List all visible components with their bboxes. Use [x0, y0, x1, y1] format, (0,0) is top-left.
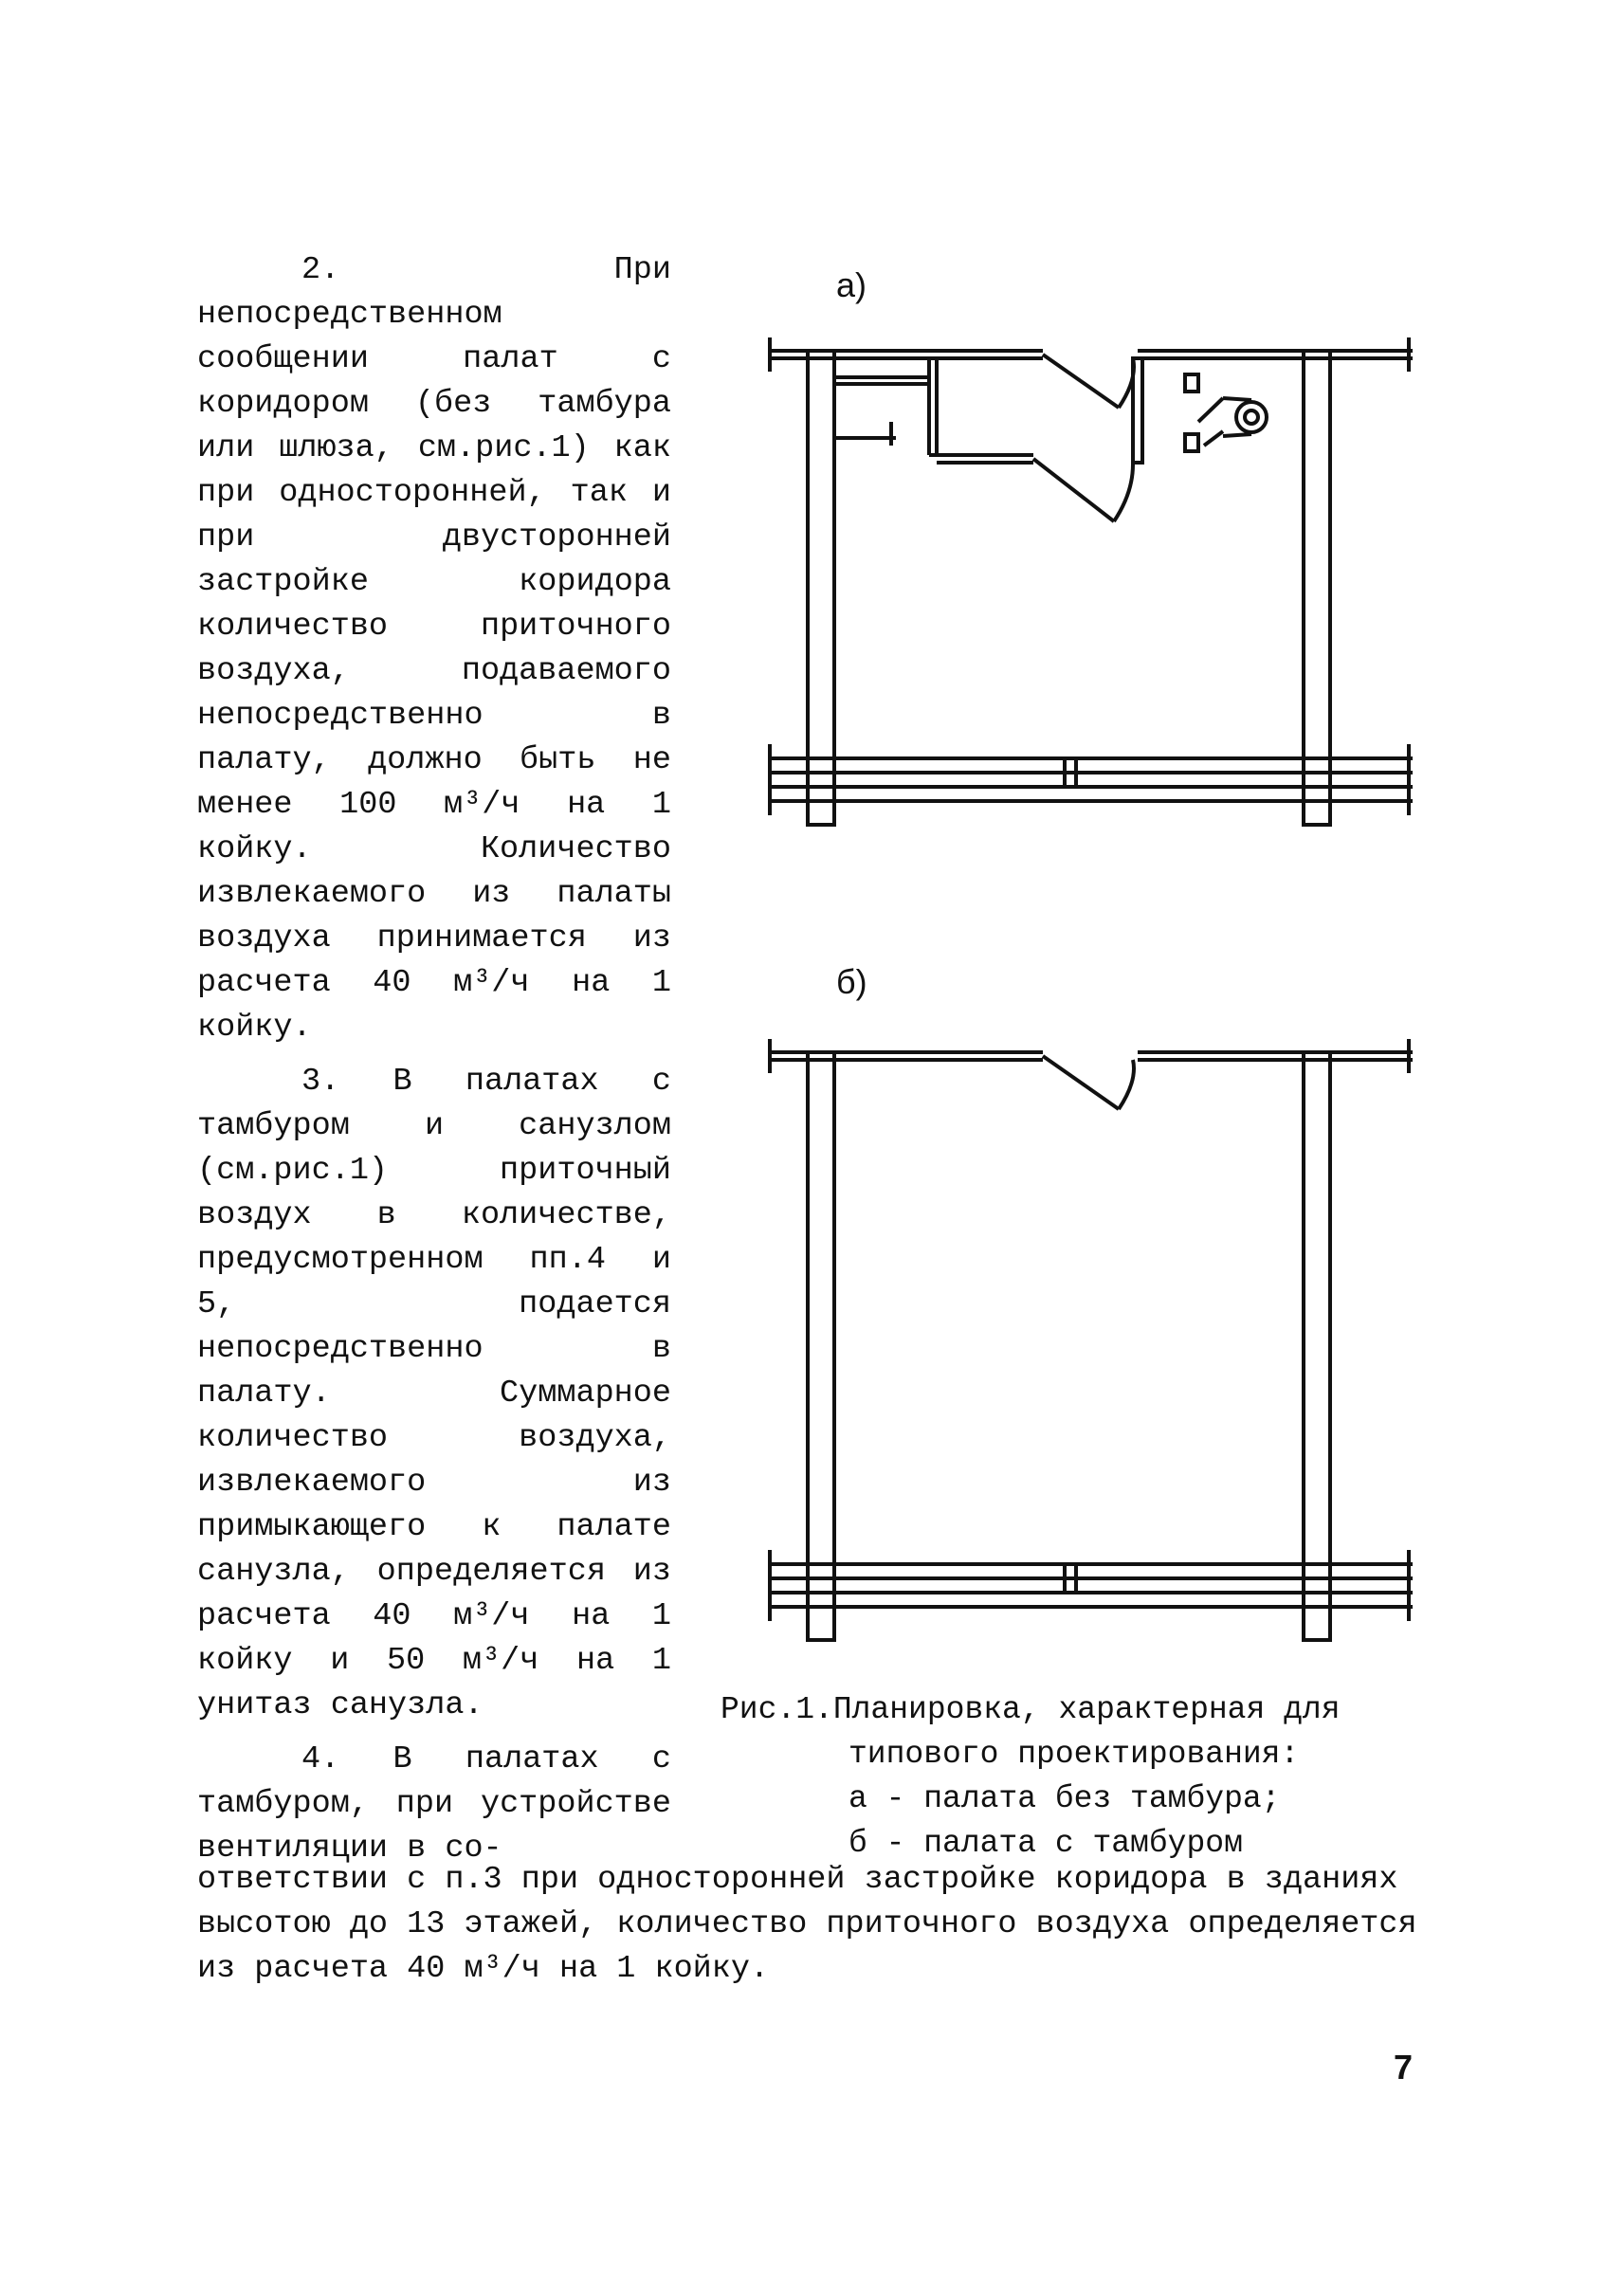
caption-line-1: Рис.1.Планировка, характерная для: [721, 1692, 1341, 1727]
paragraph-3: 3. В палатах с тамбуром и санузлом (см.рис.1) приточный воздух в количестве, предусмотренном пп.4 и 5, подается непосредственно в палату. Суммарное количество воздуха, извлекаемого из примыкающего к палате санузла, определяется из расчета 40 м³/ч на 1 койку и 50 м³/ч на 1 унитаз санузла.: [197, 1064, 671, 1723]
plan-a: [768, 337, 1413, 825]
caption-line-3: а - палата без тамбура;: [848, 1781, 1281, 1816]
page-number: 7: [1394, 2048, 1414, 2086]
paragraph-4-start: 4. В палатах с тамбуром, при устройстве вентиляции в со-: [197, 1741, 671, 1867]
plan-a-label: а): [836, 265, 867, 304]
paragraph-4-continuation: ответствии с п.3 при односторонней застройке коридора в зданиях высотою до 13 этажей, количество приточного воздуха определяется из расчета 40 м³/ч на 1 койку.: [197, 1862, 1417, 1987]
text-column: [197, 248, 671, 1881]
caption-line-2: типового проектирования:: [848, 1737, 1300, 1772]
plan-b: [768, 1039, 1413, 1640]
caption-line-4: б - палата с тамбуром: [848, 1826, 1243, 1861]
floor-plan-figure: [749, 256, 1432, 1659]
floor-plan-drawing: [749, 256, 1432, 1659]
paragraph-2: 2. При непосредственном сообщении палат с коридором (без тамбура или шлюза, см.рис.1) как при односторонней, так и при двусторонней застройке коридора количество приточного воздуха, подаваемого непосредственно в палату, должно быть не менее 100 м³/ч на 1 койку. Количество извлекаемого из палаты воздуха принимается из расчета 40 м³/ч на 1 койку.: [197, 252, 671, 1046]
plan-b-label: б): [836, 962, 867, 1001]
figure-caption: [721, 1687, 1479, 1866]
